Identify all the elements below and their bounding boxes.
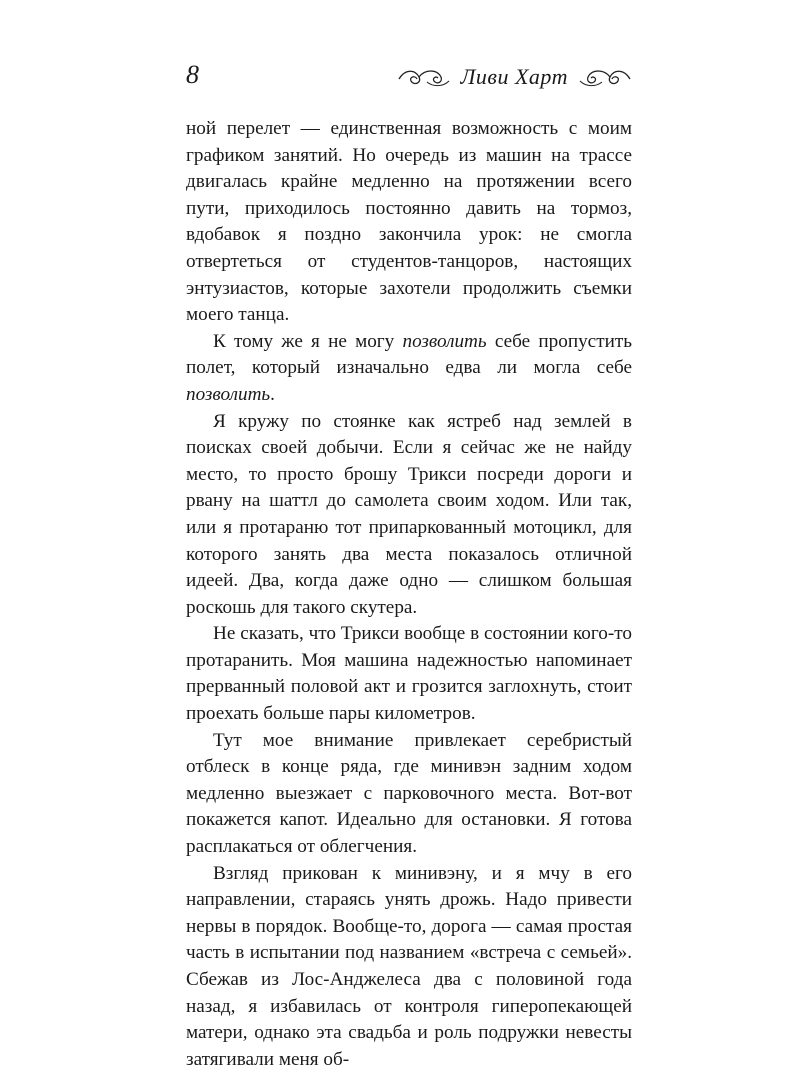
paragraph-2-part3: . xyxy=(270,383,275,405)
paragraph-5: Тут мое внимание привлекает серебристый отблеск в конце ряда, где минивэн задним ходом медленно выезжает с парковочного места. Вот-вот покажется капот. Идеально для остановки. Я готова расплакаться от облегчения. xyxy=(186,729,632,858)
paragraph-2-part1: К тому же я не могу xyxy=(213,330,403,352)
flourish-right-icon xyxy=(578,65,632,89)
paragraph-6: Взгляд прикован к минивэну, и я мчу в его направлении, стараясь унять дрожь. Надо привести нервы в порядок. Вообще-то, дорога — самая простая часть в испытании под названием «встреча с семьей». Сбежав из Лос-Анджелеса два с половиной года назад, я избавилась от контроля гиперопекающей матери, однако эта свадьба и роль подружки невесты затягивали меня об- xyxy=(186,862,632,1070)
flourish-left-icon xyxy=(397,65,451,89)
paragraph-2-part2: себе пропустить полет, который изначально едва ли могла себе xyxy=(186,330,632,379)
paragraph-1: ной перелет — единственная возможность с моим графиком занятий. Но очередь из машин на трассе двигалась крайне медленно на протяжении всего пути, приходилось постоянно давить на тормоз, вдобавок я поздно закончила урок: не смогла отвертеться от студентов-танцоров, настоящих энтузиастов, которые захотели продолжить съемки моего танца. xyxy=(186,118,632,326)
paragraph-3: Я кружу по стоянке как ястреб над землей в поисках своей добычи. Если я сейчас же не найду место, то просто брошу Трикси посреди дороги и рвану на шаттл до самолета своим ходом. Или так, или я протараню тот припаркованный мотоцикл, для которого занять два места показалось отличной идеей. Два, когда даже одно — слишком большая роскошь для такого скутера. xyxy=(186,410,632,618)
paragraph-4: Не сказать, что Трикси вообще в состоянии кого-то протаранить. Моя машина надежностью напоминает прерванный половой акт и грозится заглохнуть, стоит проехать больше пары километров. xyxy=(186,623,632,725)
author-name: Ливи Харт xyxy=(460,64,568,89)
paragraph-2 xyxy=(186,329,632,409)
running-head xyxy=(397,64,633,90)
body-text xyxy=(186,116,632,1073)
paragraph-2-emphasis-1: позволить xyxy=(402,330,487,352)
page-number: 8 xyxy=(186,60,199,89)
paragraph-2-emphasis-2: позволить xyxy=(186,383,271,405)
